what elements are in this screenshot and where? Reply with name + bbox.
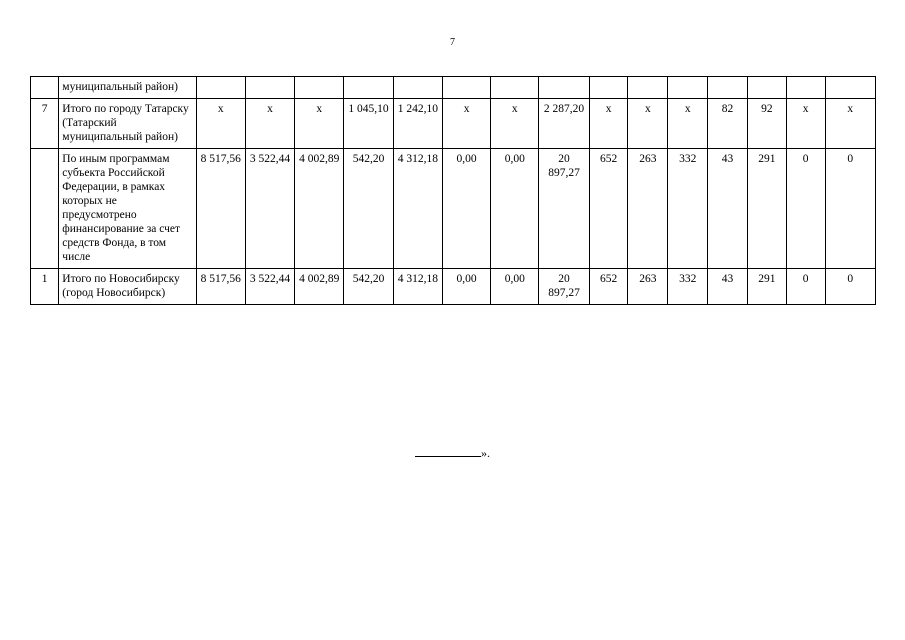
- value-cell: 4 002,89: [295, 269, 344, 305]
- value-cell: 4 312,18: [393, 269, 442, 305]
- value-cell: 332: [668, 149, 708, 269]
- table-row: [31, 99, 876, 149]
- value-cell: 0: [825, 269, 875, 305]
- table-row: [31, 77, 876, 99]
- value-cell: 0,00: [491, 269, 539, 305]
- row-number-cell: 1: [31, 269, 59, 305]
- table-row: [31, 269, 876, 305]
- value-cell: 652: [589, 269, 628, 305]
- value-cell: [628, 77, 668, 99]
- page-number: 7: [450, 37, 455, 48]
- value-cell: [295, 77, 344, 99]
- row-number-cell: 7: [31, 99, 59, 149]
- value-cell: [491, 77, 539, 99]
- value-cell: 82: [708, 99, 748, 149]
- value-cell: x: [442, 99, 490, 149]
- closing-mark: [0, 444, 905, 461]
- value-cell: [747, 77, 786, 99]
- value-cell: 3 522,44: [245, 269, 294, 305]
- value-cell: 92: [747, 99, 786, 149]
- value-cell: 542,20: [344, 149, 393, 269]
- row-number-cell: [31, 77, 59, 99]
- value-cell: 43: [708, 269, 748, 305]
- value-cell: 43: [708, 149, 748, 269]
- value-cell: 291: [747, 269, 786, 305]
- value-cell: 4 312,18: [393, 149, 442, 269]
- value-cell: x: [628, 99, 668, 149]
- value-cell: 2 287,20: [539, 99, 589, 149]
- row-name-cell: Итого по Новосибирску (город Новосибирск): [59, 269, 196, 305]
- value-cell: [825, 77, 875, 99]
- value-cell: [708, 77, 748, 99]
- value-cell: 0: [825, 149, 875, 269]
- row-name-cell: По иным программам субъекта Российской Федерации, в рамках которых не предусмотрено финансирование за счет средств Фонда, в том числе: [59, 149, 196, 269]
- value-cell: 1 045,10: [344, 99, 393, 149]
- value-cell: 0,00: [491, 149, 539, 269]
- value-cell: 20 897,27: [539, 149, 589, 269]
- value-cell: 263: [628, 269, 668, 305]
- value-cell: 3 522,44: [245, 149, 294, 269]
- row-number-cell: [31, 149, 59, 269]
- value-cell: x: [668, 99, 708, 149]
- value-cell: [539, 77, 589, 99]
- value-cell: 0: [786, 269, 825, 305]
- value-cell: [589, 77, 628, 99]
- value-cell: 0,00: [442, 149, 490, 269]
- value-cell: 0,00: [442, 269, 490, 305]
- table-row: [31, 149, 876, 269]
- value-cell: 332: [668, 269, 708, 305]
- value-cell: 291: [747, 149, 786, 269]
- value-cell: [393, 77, 442, 99]
- value-cell: [344, 77, 393, 99]
- value-cell: 1 242,10: [393, 99, 442, 149]
- value-cell: [786, 77, 825, 99]
- value-cell: 263: [628, 149, 668, 269]
- value-cell: x: [589, 99, 628, 149]
- row-name-cell: Итого по городу Татарску (Татарский муниципальный район): [59, 99, 196, 149]
- value-cell: x: [196, 99, 245, 149]
- signature-underline: [415, 444, 481, 457]
- value-cell: [196, 77, 245, 99]
- value-cell: x: [245, 99, 294, 149]
- value-cell: 652: [589, 149, 628, 269]
- value-cell: x: [491, 99, 539, 149]
- value-cell: [442, 77, 490, 99]
- value-cell: x: [825, 99, 875, 149]
- row-name-cell: муниципальный район): [59, 77, 196, 99]
- value-cell: x: [786, 99, 825, 149]
- closing-quote: ».: [481, 446, 490, 460]
- value-cell: 20 897,27: [539, 269, 589, 305]
- value-cell: [668, 77, 708, 99]
- value-cell: 4 002,89: [295, 149, 344, 269]
- value-cell: x: [295, 99, 344, 149]
- value-cell: 8 517,56: [196, 269, 245, 305]
- data-table: [30, 76, 876, 305]
- value-cell: [245, 77, 294, 99]
- value-cell: 0: [786, 149, 825, 269]
- value-cell: 542,20: [344, 269, 393, 305]
- value-cell: 8 517,56: [196, 149, 245, 269]
